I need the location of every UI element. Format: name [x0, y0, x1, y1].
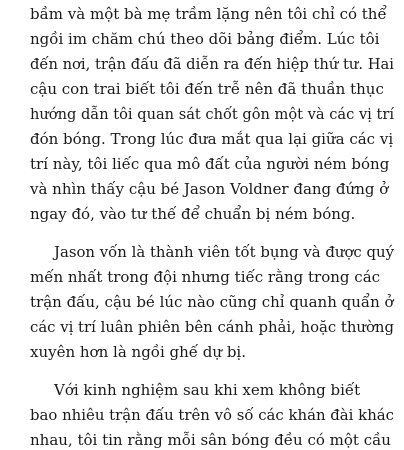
- text-line: các vị trí luân phiên bên cánh phải, hoặc thường: [30, 318, 394, 336]
- text-line: và nhìn thấy cậu bé Jason Voldner đang đứng ở: [30, 180, 389, 198]
- text-line: xuyên hơn là ngồi ghế dự bị.: [30, 343, 246, 361]
- text-line: cậu con trai biết tôi đến trễ nên đã thuần thục: [30, 80, 384, 98]
- text-line: ngồi im chăm chú theo dõi bảng điểm. Lúc tôi: [30, 30, 380, 48]
- text-line: bao nhiêu trận đấu trên vô số các khán đài khác: [30, 406, 394, 424]
- paragraph-first-line: Với kinh nghiệm sau khi xem không biết: [54, 381, 361, 399]
- text-line: hướng dẫn tôi quan sát chốt gôn một và các vị trí: [30, 105, 394, 123]
- text-line: trí này, tôi liếc qua mô đất của người ném bóng: [30, 155, 390, 173]
- text-line: bầm và một bà mẹ trầm lặng nên tôi chỉ có thể: [30, 5, 387, 23]
- text-line: đến nơi, trận đấu đã diễn ra đến hiệp thứ tư. Hai: [30, 55, 394, 73]
- paragraph-first-line: Jason vốn là thành viên tốt bụng và được quý: [54, 243, 394, 261]
- text-line: ngay đó, vào tư thế để chuẩn bị ném bóng.: [30, 205, 356, 223]
- text-line: mến nhất trong đội nhưng tiếc rằng trong các: [30, 268, 381, 286]
- text-line: đón bóng. Trong lúc đưa mắt qua lại giữa các vị: [30, 130, 394, 148]
- text-line: nhau, tôi tin rằng mỗi sân bóng đều có một cầu: [30, 431, 391, 449]
- text-line: trận đấu, cậu bé lúc nào cũng chỉ quanh quẩn ở: [30, 293, 394, 311]
